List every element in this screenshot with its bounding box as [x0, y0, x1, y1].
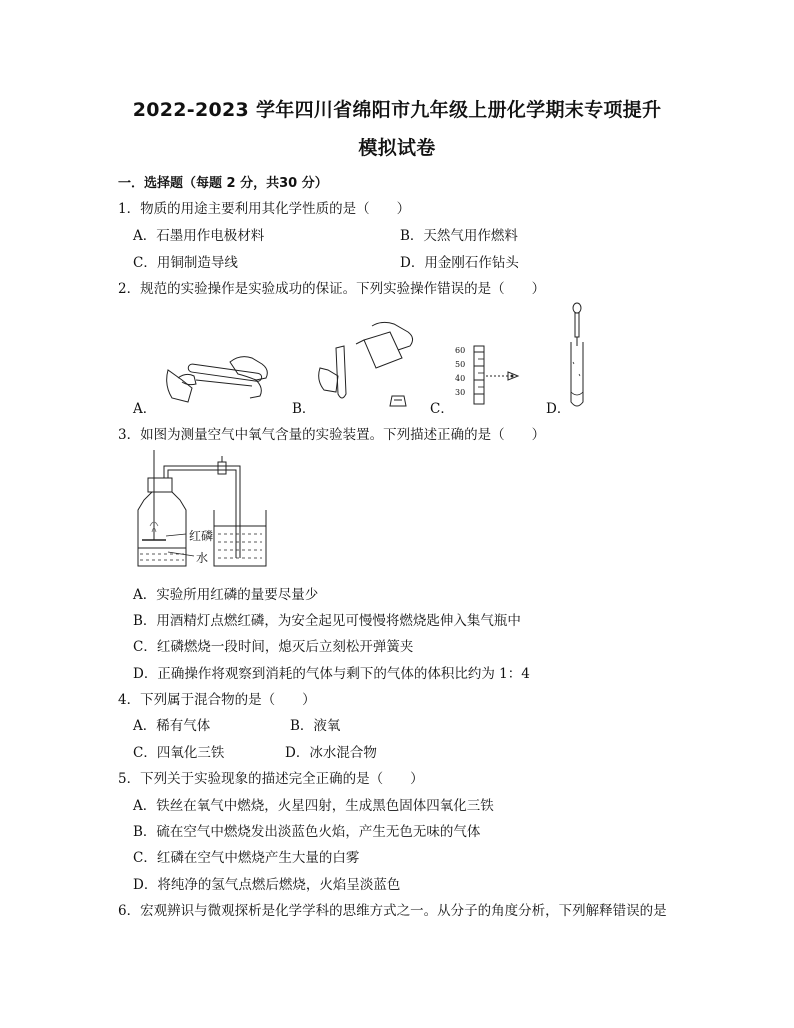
cylinder-tick-30: 30	[455, 388, 466, 397]
question-1-option-c: C．用铜制造导线	[133, 255, 238, 271]
question-4-option-b: B．液氧	[290, 718, 341, 734]
exam-title-line2: 模拟试卷	[358, 137, 436, 159]
label-red-phosphorus: 红磷	[189, 529, 214, 543]
question-5-option-c: C．红磷在空气中燃烧产生大量的白雾	[133, 850, 360, 866]
question-2-stem: 2．规范的实验操作是实验成功的保证。下列实验操作错误的是（ ）	[118, 281, 546, 297]
question-1-option-d: D．用金刚石作钻头	[400, 255, 519, 271]
question-5-option-b: B．硫在空气中燃烧发出淡蓝色火焰，产生无色无味的气体	[133, 824, 481, 840]
section-heading: 一．选择题（每题 2 分，共30 分）	[118, 176, 328, 191]
question-5-stem: 5．下列关于实验现象的描述完全正确的是（ ）	[118, 771, 424, 787]
question-2-option-b: B．	[292, 401, 316, 417]
figure-heating-test-tube	[160, 340, 280, 410]
cylinder-tick-50: 50	[455, 360, 466, 369]
question-3-option-b: B．用酒精灯点燃红磷，为安全起见可慢慢将燃烧匙伸入集气瓶中	[133, 613, 521, 629]
question-1-option-a: A．石墨用作电极材料	[133, 228, 265, 244]
figure-dropper-test-tube	[565, 302, 589, 410]
figure-pouring-liquid	[312, 318, 422, 413]
question-4-option-a: A．稀有气体	[133, 718, 211, 734]
question-5-option-a: A．铁丝在氧气中燃烧，火星四射，生成黑色固体四氧化三铁	[133, 798, 494, 814]
label-water: 水	[196, 551, 209, 565]
question-4-option-d: D．冰水混合物	[285, 745, 377, 761]
question-2-option-a: A．	[133, 401, 157, 417]
question-5-option-d: D．将纯净的氢气点燃后燃烧，火焰呈淡蓝色	[133, 877, 401, 893]
question-3-stem: 3．如图为测量空气中氧气含量的实验装置。下列描述正确的是（ ）	[118, 427, 546, 443]
question-3-option-c: C．红磷燃烧一段时间，熄灭后立刻松开弹簧夹	[133, 639, 414, 655]
question-2-option-c: C．	[430, 401, 454, 417]
question-3-option-a: A．实验所用红磷的量要尽量少	[133, 587, 319, 603]
exam-title-line1: 2022-2023 学年四川省绵阳市九年级上册化学期末专项提升	[132, 99, 662, 121]
question-6-stem: 6．宏观辨识与微观探析是化学学科的思维方式之一。从分子的角度分析，下列解释错误的是	[118, 903, 667, 919]
question-4-stem: 4．下列属于混合物的是（ ）	[118, 692, 316, 708]
cylinder-tick-60: 60	[455, 346, 466, 355]
question-1-stem: 1．物质的用途主要利用其化学性质的是（ ）	[118, 201, 411, 217]
question-1-option-b: B．天然气用作燃料	[400, 228, 518, 244]
cylinder-tick-40: 40	[455, 374, 466, 383]
question-3-option-d: D．正确操作将观察到消耗的气体与剩下的气体的体积比约为 1：4	[133, 666, 530, 682]
question-4-option-c: C．四氧化三铁	[133, 745, 225, 761]
question-2-option-d: D．	[546, 401, 571, 417]
figure-oxygen-apparatus	[130, 448, 290, 573]
